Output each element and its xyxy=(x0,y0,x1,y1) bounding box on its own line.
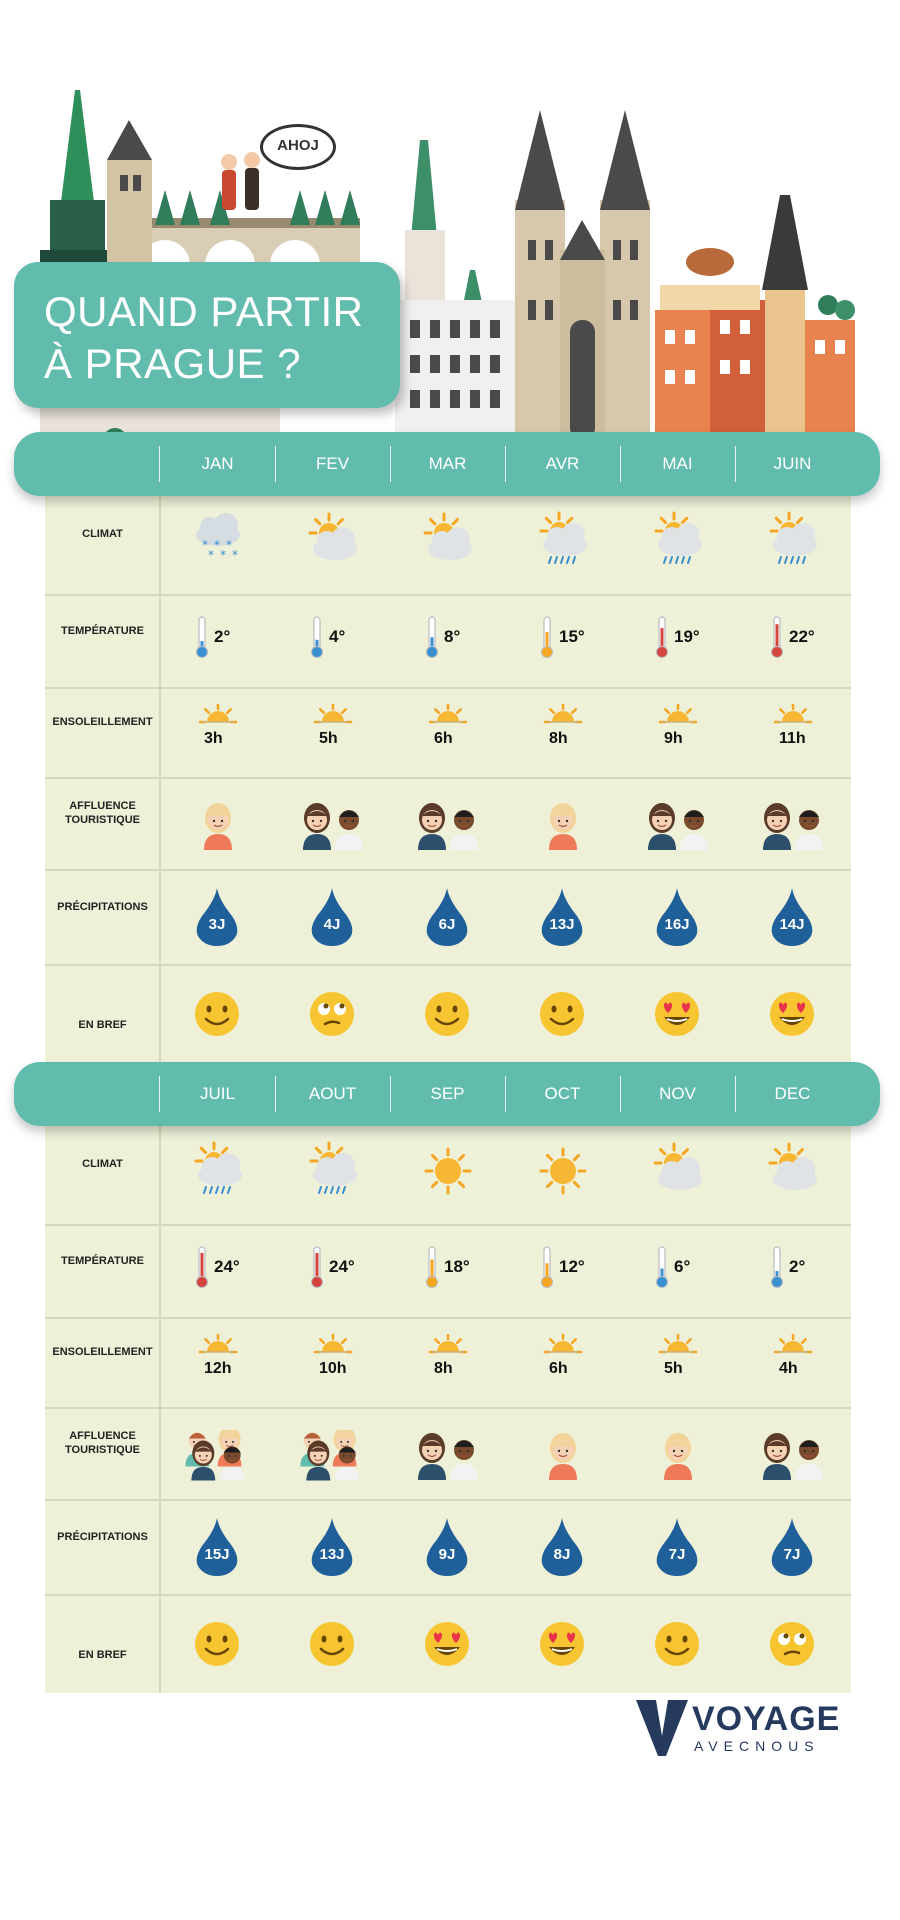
month-label-jan: JAN xyxy=(201,454,234,473)
tourist-crowd-medium-icon xyxy=(757,1430,829,1484)
header-illustration xyxy=(0,0,900,445)
month-label-mai: MAI xyxy=(662,454,693,473)
cell-climat-avr xyxy=(505,495,620,595)
cell-sunshine-juil xyxy=(160,1318,275,1408)
cell-brief-mar xyxy=(390,965,505,1063)
thermometer-icon xyxy=(424,615,440,659)
row-label-precipitation: PRÉCIPITATIONS xyxy=(57,900,148,913)
sun-icon xyxy=(428,1334,468,1356)
cell-sunshine-avr xyxy=(505,688,620,778)
thermometer-icon xyxy=(769,1245,785,1289)
logo-main-text: VOYAGE xyxy=(692,1700,841,1738)
cell-sunshine-dec xyxy=(735,1318,850,1408)
weather-partly-cloudy-icon xyxy=(763,1141,823,1201)
sun-icon xyxy=(773,1334,813,1356)
sunshine-hours: 5h xyxy=(664,1360,683,1377)
sunshine-hours: 11h xyxy=(779,730,806,747)
row-label-sunshine: ENSOLEILLEMENT xyxy=(52,716,153,728)
cell-crowd-juil xyxy=(160,1408,275,1500)
weather-partly-cloudy-icon xyxy=(648,1141,708,1201)
logo-sub-text: AVECNOUS xyxy=(694,1738,820,1754)
sun-icon xyxy=(198,704,238,726)
cell-climat-jan xyxy=(160,495,275,595)
temperature-value: 18° xyxy=(444,1257,470,1276)
emoji-love-icon xyxy=(422,1619,472,1669)
emoji-thinking-icon xyxy=(307,989,357,1039)
cell-precipitation-sep xyxy=(390,1500,505,1595)
weather-sun-rain-icon xyxy=(648,511,708,571)
cell-precipitation-fev xyxy=(275,870,390,965)
cell-climat-sep xyxy=(390,1125,505,1225)
thermometer-icon xyxy=(769,615,785,659)
row-label-brief: EN BREF xyxy=(78,1649,127,1661)
cell-crowd-juin xyxy=(735,778,850,870)
emoji-happy-icon xyxy=(307,1619,357,1669)
cell-sunshine-juin xyxy=(735,688,850,778)
row-label-temperature: TEMPÉRATURE xyxy=(61,1254,144,1267)
thermometer-icon xyxy=(424,1245,440,1289)
rain-days: 13J xyxy=(319,1546,345,1563)
rain-days: 16J xyxy=(664,916,690,933)
cell-temperature-juin xyxy=(735,595,850,688)
tourist-crowd-low-icon xyxy=(527,800,599,854)
thermometer-icon xyxy=(539,615,555,659)
temperature-value: 2° xyxy=(214,627,231,646)
month-label-juin: JUIN xyxy=(773,454,812,473)
cell-sunshine-sep xyxy=(390,1318,505,1408)
cell-temperature-juil xyxy=(160,1225,275,1318)
month-divider xyxy=(275,446,276,482)
cell-temperature-fev xyxy=(275,595,390,688)
temperature-value: 24° xyxy=(214,1257,240,1276)
cell-brief-jan xyxy=(160,965,275,1063)
row-label-brief: EN BREF xyxy=(78,1019,127,1031)
page-title-line1: QUAND PARTIR xyxy=(44,288,364,335)
cell-precipitation-aout xyxy=(275,1500,390,1595)
weather-snow-icon xyxy=(188,511,248,571)
rain-days: 7J xyxy=(668,1546,686,1563)
temperature-value: 2° xyxy=(789,1257,806,1276)
title-banner xyxy=(14,262,400,408)
voyage-avecnous-logo[interactable] xyxy=(636,1700,856,1760)
cell-precipitation-juil xyxy=(160,1500,275,1595)
row-label-climat: CLIMAT xyxy=(82,1158,123,1170)
emoji-love-icon xyxy=(537,1619,587,1669)
rain-days: 13J xyxy=(549,916,575,933)
cell-temperature-dec xyxy=(735,1225,850,1318)
cell-brief-sep xyxy=(390,1595,505,1693)
sun-icon xyxy=(313,704,353,726)
sun-icon xyxy=(313,1334,353,1356)
cell-brief-nov xyxy=(620,1595,735,1693)
cell-precipitation-nov xyxy=(620,1500,735,1595)
cell-brief-mai xyxy=(620,965,735,1063)
sun-icon xyxy=(543,1334,583,1356)
sunshine-hours: 10h xyxy=(319,1360,347,1377)
cell-temperature-mar xyxy=(390,595,505,688)
tourist-crowd-medium-icon xyxy=(757,800,829,854)
sunshine-hours: 8h xyxy=(549,730,568,747)
cell-precipitation-dec xyxy=(735,1500,850,1595)
thermometer-icon xyxy=(539,1245,555,1289)
cell-brief-juin xyxy=(735,965,850,1063)
cell-sunshine-mar xyxy=(390,688,505,778)
sunshine-hours: 4h xyxy=(779,1360,798,1377)
cell-brief-avr xyxy=(505,965,620,1063)
month-label-sep: SEP xyxy=(430,1084,465,1103)
thermometer-icon xyxy=(309,1245,325,1289)
cell-precipitation-jan xyxy=(160,870,275,965)
sun-icon xyxy=(658,1334,698,1356)
cell-brief-juil xyxy=(160,1595,275,1693)
cell-crowd-jan xyxy=(160,778,275,870)
temperature-value: 8° xyxy=(444,627,461,646)
cell-climat-mai xyxy=(620,495,735,595)
svg-text:*: * xyxy=(208,548,214,562)
emoji-thinking-icon xyxy=(767,1619,817,1669)
cell-crowd-dec xyxy=(735,1408,850,1500)
month-divider xyxy=(735,446,736,482)
month-label-oct: OCT xyxy=(544,1084,581,1103)
weather-sun-rain-icon xyxy=(303,1141,363,1201)
tourist-crowd-high-icon xyxy=(182,1430,254,1484)
month-divider xyxy=(735,1076,736,1112)
cell-crowd-nov xyxy=(620,1408,735,1500)
month-label-fev: FEV xyxy=(315,454,350,473)
svg-text:*: * xyxy=(202,538,208,552)
month-label-dec: DEC xyxy=(774,1084,811,1103)
month-divider xyxy=(620,1076,621,1112)
cell-crowd-mai xyxy=(620,778,735,870)
cell-climat-fev xyxy=(275,495,390,595)
row-label-temperature: TEMPÉRATURE xyxy=(61,624,144,637)
cell-climat-nov xyxy=(620,1125,735,1225)
temperature-value: 24° xyxy=(329,1257,355,1276)
row-label-sunshine: ENSOLEILLEMENT xyxy=(52,1346,153,1358)
weather-sun-rain-icon xyxy=(188,1141,248,1201)
month-header-bar-1 xyxy=(14,432,880,496)
svg-text:*: * xyxy=(232,548,238,562)
cell-climat-mar xyxy=(390,495,505,595)
svg-text:*: * xyxy=(214,538,220,552)
month-label-mar: MAR xyxy=(428,454,467,473)
rain-days: 3J xyxy=(208,916,226,933)
month-divider xyxy=(390,446,391,482)
month-label-aout: AOUT xyxy=(308,1084,357,1103)
logo-v-icon xyxy=(636,1700,688,1756)
tourist-crowd-medium-icon xyxy=(642,800,714,854)
cell-temperature-aout xyxy=(275,1225,390,1318)
weather-sun-rain-icon xyxy=(763,511,823,571)
tourist-crowd-high-icon xyxy=(297,1430,369,1484)
sunshine-hours: 6h xyxy=(549,1360,568,1377)
sunshine-hours: 8h xyxy=(434,1360,453,1377)
cell-precipitation-mar xyxy=(390,870,505,965)
cell-sunshine-mai xyxy=(620,688,735,778)
cell-brief-fev xyxy=(275,965,390,1063)
rain-days: 7J xyxy=(783,1546,801,1563)
cell-crowd-avr xyxy=(505,778,620,870)
row-label-crowd: AFFLUENCE TOURISTIQUE xyxy=(65,1430,140,1456)
month-label-nov: NOV xyxy=(659,1084,696,1103)
row-label-crowd: AFFLUENCE TOURISTIQUE xyxy=(65,800,140,826)
row-label-precipitation: PRÉCIPITATIONS xyxy=(57,1530,148,1543)
month-header-bar-2 xyxy=(14,1062,880,1126)
cell-crowd-mar xyxy=(390,778,505,870)
speech-bubble: AHOJ xyxy=(260,124,336,170)
thermometer-icon xyxy=(309,615,325,659)
cell-crowd-oct xyxy=(505,1408,620,1500)
rain-days: 8J xyxy=(553,1546,571,1563)
cell-precipitation-avr xyxy=(505,870,620,965)
sunshine-hours: 12h xyxy=(204,1360,232,1377)
temperature-value: 6° xyxy=(674,1257,691,1276)
emoji-happy-icon xyxy=(192,1619,242,1669)
cell-crowd-sep xyxy=(390,1408,505,1500)
cell-sunshine-oct xyxy=(505,1318,620,1408)
cell-brief-aout xyxy=(275,1595,390,1693)
sunshine-hours: 3h xyxy=(204,730,223,747)
tourist-crowd-low-icon xyxy=(527,1430,599,1484)
thermometer-icon xyxy=(654,1245,670,1289)
cell-precipitation-juin xyxy=(735,870,850,965)
temperature-value: 19° xyxy=(674,627,700,646)
tourist-crowd-low-icon xyxy=(182,800,254,854)
emoji-happy-icon xyxy=(192,989,242,1039)
cell-sunshine-jan xyxy=(160,688,275,778)
cell-temperature-nov xyxy=(620,1225,735,1318)
cell-sunshine-fev xyxy=(275,688,390,778)
cell-climat-juin xyxy=(735,495,850,595)
thermometer-icon xyxy=(194,1245,210,1289)
month-divider xyxy=(505,446,506,482)
cell-crowd-aout xyxy=(275,1408,390,1500)
cell-sunshine-aout xyxy=(275,1318,390,1408)
cell-temperature-sep xyxy=(390,1225,505,1318)
weather-partly-cloudy-icon xyxy=(418,511,478,571)
emoji-love-icon xyxy=(767,989,817,1039)
month-divider xyxy=(390,1076,391,1112)
tourist-crowd-medium-icon xyxy=(412,1430,484,1484)
cell-climat-juil xyxy=(160,1125,275,1225)
month-label-avr: AVR xyxy=(545,454,580,473)
row-label-climat: CLIMAT xyxy=(82,528,123,540)
rain-days: 15J xyxy=(204,1546,230,1563)
page-title-line2: À PRAGUE ? xyxy=(44,340,302,387)
rain-days: 9J xyxy=(438,1546,456,1563)
sun-icon xyxy=(658,704,698,726)
emoji-love-icon xyxy=(652,989,702,1039)
month-divider xyxy=(275,1076,276,1112)
cell-sunshine-nov xyxy=(620,1318,735,1408)
weather-partly-cloudy-icon xyxy=(303,511,363,571)
cell-temperature-jan xyxy=(160,595,275,688)
month-divider xyxy=(505,1076,506,1112)
temperature-value: 22° xyxy=(789,627,815,646)
thermometer-icon xyxy=(654,615,670,659)
rain-days: 4J xyxy=(323,916,341,933)
month-divider xyxy=(620,446,621,482)
tourist-crowd-low-icon xyxy=(642,1430,714,1484)
emoji-happy-icon xyxy=(422,989,472,1039)
cell-climat-dec xyxy=(735,1125,850,1225)
sun-icon xyxy=(428,704,468,726)
temperature-value: 12° xyxy=(559,1257,585,1276)
tourist-crowd-medium-icon xyxy=(297,800,369,854)
temperature-value: 4° xyxy=(329,627,346,646)
weather-sunny-icon xyxy=(533,1141,593,1201)
tourist-crowd-medium-icon xyxy=(412,800,484,854)
cell-climat-oct xyxy=(505,1125,620,1225)
sun-icon xyxy=(198,1334,238,1356)
weather-sunny-icon xyxy=(418,1141,478,1201)
sunshine-hours: 5h xyxy=(319,730,338,747)
thermometer-icon xyxy=(194,615,210,659)
cell-precipitation-mai xyxy=(620,870,735,965)
cell-temperature-avr xyxy=(505,595,620,688)
sun-icon xyxy=(543,704,583,726)
cell-brief-dec xyxy=(735,1595,850,1693)
sun-icon xyxy=(773,704,813,726)
cell-climat-aout xyxy=(275,1125,390,1225)
sunshine-hours: 6h xyxy=(434,730,453,747)
svg-text:*: * xyxy=(220,548,226,562)
cell-crowd-fev xyxy=(275,778,390,870)
emoji-happy-icon xyxy=(652,1619,702,1669)
emoji-happy-icon xyxy=(537,989,587,1039)
weather-sun-rain-icon xyxy=(533,511,593,571)
rain-days: 14J xyxy=(779,916,805,933)
cell-brief-oct xyxy=(505,1595,620,1693)
cell-precipitation-oct xyxy=(505,1500,620,1595)
svg-text:*: * xyxy=(226,538,232,552)
temperature-value: 15° xyxy=(559,627,585,646)
sunshine-hours: 9h xyxy=(664,730,683,747)
rain-days: 6J xyxy=(438,916,456,933)
cell-temperature-mai xyxy=(620,595,735,688)
month-label-juil: JUIL xyxy=(200,1084,235,1103)
cell-temperature-oct xyxy=(505,1225,620,1318)
